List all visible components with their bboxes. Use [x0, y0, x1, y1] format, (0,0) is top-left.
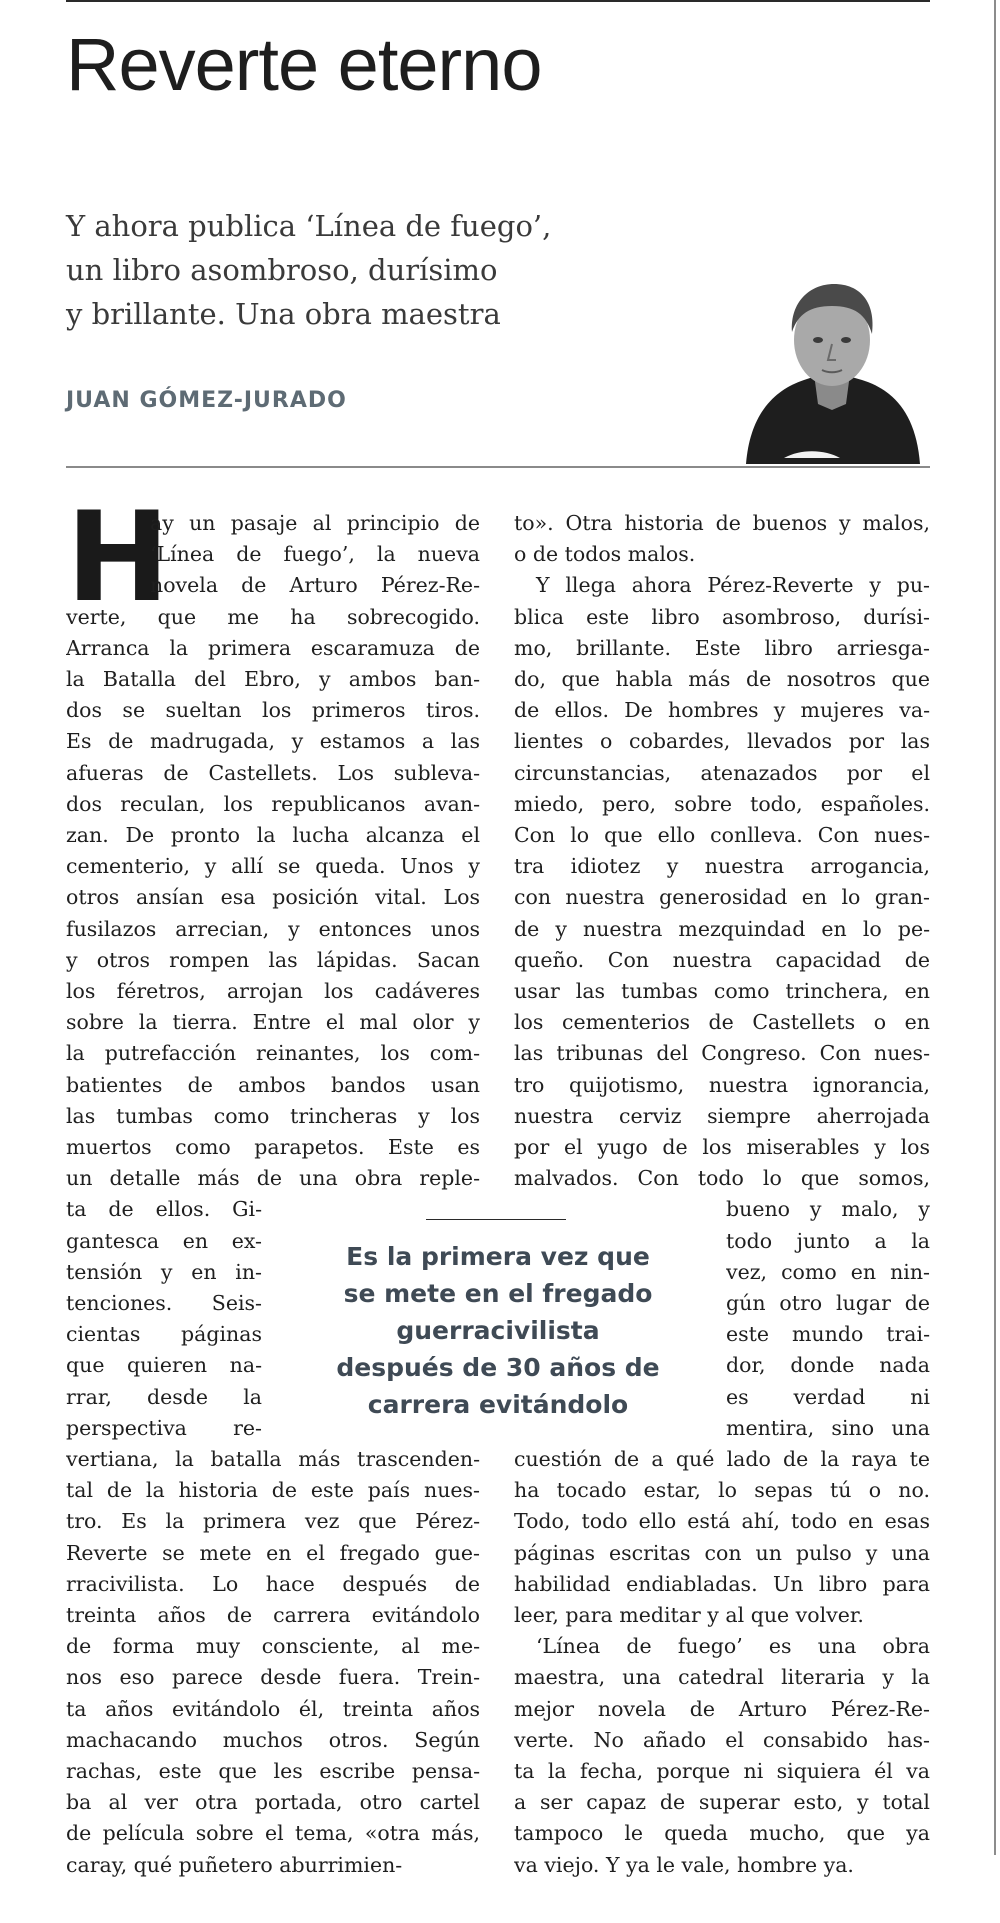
left-column-line: caray, qué puñetero aburrimien-	[66, 1852, 403, 1877]
pullquote-line: se mete en el fregado	[343, 1279, 653, 1308]
left-column-line: dos reculan, los republicanos avan-	[66, 791, 480, 816]
right-column-line: mo, brillante. Este libro arriesga-	[514, 635, 930, 660]
left-column-line: un detalle más de una obra reple-	[66, 1166, 480, 1191]
pullquote-line: Es la primera vez que	[346, 1242, 650, 1271]
left-column-line: perspectiva re-	[66, 1415, 262, 1440]
right-column-line: va viejo. Y ya le vale, hombre ya.	[514, 1852, 854, 1877]
left-column-line: y otros rompen las lápidas. Sacan	[66, 947, 480, 972]
right-column-line: cuestión de a qué lado de la raya te	[514, 1447, 930, 1471]
subtitle-line: Y ahora publica ‘Línea de fuego’,	[66, 209, 552, 243]
right-column-line: gún otro lugar de	[726, 1291, 930, 1315]
left-column-line: que quieren na-	[66, 1353, 262, 1378]
right-column-line: Con lo que ello conlleva. Con nues-	[514, 823, 930, 847]
right-column-line: Todo, todo ello está ahí, todo en esas	[514, 1509, 930, 1534]
right-column-line: Y llega ahora Pérez-Reverte y pu-	[536, 573, 930, 598]
right-column-line: lientes o cobardes, llevados por las	[514, 729, 930, 754]
right-column-line: leer, para meditar y al que volver.	[514, 1603, 864, 1627]
header-divider	[66, 466, 930, 468]
right-column-line: queño. Con nuestra capacidad de	[514, 947, 930, 972]
right-column-line: bueno y malo, y	[726, 1197, 930, 1222]
left-column-line: rachas, este que les escribe pensa-	[66, 1759, 480, 1783]
top-rule	[66, 0, 930, 2]
right-column-line: vez, como en nin-	[726, 1259, 930, 1284]
right-column-line: mentira, sino una	[726, 1415, 930, 1440]
left-column-line: la Batalla del Ebro, y ambos ban-	[66, 667, 480, 691]
left-column-line: fusilazos arrecian, y entonces unos	[66, 916, 480, 941]
page-edge-rule	[994, 0, 996, 1855]
right-column-line: los cementerios de Castellets o en	[514, 1010, 930, 1035]
left-column-line: de película sobre el tema, «otra más,	[66, 1821, 480, 1846]
left-column-line: machacando muchos otros. Según	[66, 1727, 480, 1752]
right-column-line: do, que habla más de nosotros que	[514, 667, 930, 691]
left-column-line: tal de la historia de este país nues-	[66, 1478, 480, 1503]
right-column-line: páginas escritas con un pulso y una	[514, 1540, 930, 1565]
right-column-line: de ellos. De hombres y mujeres va-	[514, 698, 930, 723]
left-column-line: cementerio, y allí se queda. Unos y	[66, 854, 480, 879]
right-column-line: tra idiotez y nuestra arrogancia,	[514, 854, 930, 879]
left-column-line: la putrefacción reinantes, los com-	[66, 1041, 480, 1066]
left-column-line: treinta años de carrera evitándolo	[66, 1603, 480, 1627]
right-column-line: de y nuestra mezquindad en lo pe-	[514, 916, 930, 941]
right-column-line: blica este libro asombroso, durísi-	[514, 604, 930, 629]
left-column-line: cientas páginas	[66, 1322, 262, 1347]
right-column-line: dor, donde nada	[726, 1353, 930, 1378]
left-column-line: ta años evitándolo él, treinta años	[66, 1696, 480, 1721]
pullquote	[302, 1238, 694, 1423]
right-column-line: a ser capaz de superar esto, y total	[514, 1790, 930, 1815]
right-column-line: por el yugo de los miserables y los	[514, 1135, 930, 1159]
right-column-line: habilidad endiabladas. Un libro para	[514, 1571, 930, 1596]
left-column-line: muertos como parapetos. Este es	[66, 1135, 480, 1159]
pullquote-line: carrera evitándolo	[367, 1390, 629, 1419]
right-column-line: malvados. Con todo lo que somos,	[514, 1166, 930, 1191]
drop-cap: H	[66, 486, 170, 630]
subtitle-line: un libro asombroso, durísimo	[66, 253, 498, 287]
left-column-line: vertiana, la batalla más trascenden-	[66, 1447, 480, 1471]
right-column-line: tro quijotismo, nuestra ignorancia,	[514, 1072, 930, 1097]
left-column-line: zan. De pronto la lucha alcanza el	[66, 823, 480, 847]
left-column-line: nos eso parece desde fuera. Trein-	[66, 1665, 480, 1690]
left-column-line: tensión y en in-	[66, 1259, 262, 1284]
left-column-line: las tumbas como trincheras y los	[66, 1103, 480, 1128]
left-column-line: los féretros, arrojan los cadáveres	[66, 979, 480, 1003]
author-byline: JUAN GÓMEZ-JURADO	[66, 388, 347, 413]
left-column-line: verte, que me ha sobrecogido.	[66, 604, 480, 629]
left-column-line: Es de madrugada, y estamos a las	[66, 729, 480, 754]
pullquote-line: después de 30 años de	[336, 1353, 660, 1382]
right-column-line: todo junto a la	[726, 1228, 930, 1253]
left-column-line: afueras de Castellets. Los subleva-	[66, 760, 480, 785]
left-column-line: sobre la tierra. Entre el mal olor y	[66, 1010, 480, 1035]
author-photo	[744, 278, 922, 464]
right-column-line: este mundo trai-	[726, 1322, 930, 1347]
right-column-line: verte. No añado el consabido has-	[514, 1727, 930, 1752]
left-column-line: ba al ver otra portada, otro cartel	[66, 1790, 480, 1815]
right-column-line: o de todos malos.	[514, 542, 696, 567]
left-column-line: gantesca en ex-	[66, 1228, 262, 1253]
pullquote-rule	[426, 1219, 566, 1220]
left-column-line: Reverte se mete en el fregado gue-	[66, 1540, 480, 1565]
right-column-line: las tribunas del Congreso. Con nues-	[514, 1041, 930, 1066]
left-column-line: ay un pasaje al principio de	[150, 511, 480, 535]
right-column-line: es verdad ni	[726, 1384, 930, 1409]
left-column-line: ‘Línea de fuego’, la nueva	[150, 542, 480, 567]
left-column-line: rracivilista. Lo hace después de	[66, 1571, 480, 1596]
left-column-line: de forma muy consciente, al me-	[66, 1634, 480, 1659]
left-column-line: tenciones. Seis-	[66, 1291, 262, 1315]
left-column-line: Arranca la primera escaramuza de	[66, 635, 480, 660]
right-column-line: ta la fecha, porque ni siquiera él va	[514, 1759, 930, 1783]
right-column-line: ha tocado estar, lo sepas tú o no.	[514, 1478, 930, 1503]
subtitle-line: y brillante. Una obra maestra	[66, 297, 501, 331]
left-column-line: rrar, desde la	[66, 1384, 262, 1409]
subtitle	[66, 204, 586, 336]
pullquote-line: guerracivilista	[396, 1316, 600, 1345]
right-column-line: maestra, una catedral literaria y la	[514, 1665, 930, 1690]
left-column-line: dos se sueltan los primeros tiros.	[66, 698, 480, 723]
left-column-line: ta de ellos. Gi-	[66, 1197, 262, 1222]
right-column-line: circunstancias, atenazados por el	[514, 760, 930, 785]
right-column-line: con nuestra generosidad en lo gran-	[514, 885, 930, 910]
right-column-line: tampoco le queda mucho, que ya	[514, 1821, 930, 1846]
right-column-line: miedo, pero, sobre todo, españoles.	[514, 791, 930, 816]
left-column-line: tro. Es la primera vez que Pérez-	[66, 1509, 480, 1534]
right-column-line: to». Otra historia de buenos y malos,	[514, 511, 930, 535]
left-column-line: novela de Arturo Pérez-Re-	[150, 573, 480, 598]
left-column-line: batientes de ambos bandos usan	[66, 1072, 480, 1097]
right-column-line: mejor novela de Arturo Pérez-Re-	[514, 1696, 930, 1721]
right-column-line: ‘Línea de fuego’ es una obra	[536, 1634, 930, 1659]
left-column-line: otros ansían esa posición vital. Los	[66, 885, 480, 910]
right-column-line: nuestra cerviz siempre aherrojada	[514, 1103, 930, 1128]
right-column-line: usar las tumbas como trinchera, en	[514, 979, 930, 1003]
headline: Reverte eterno	[66, 23, 542, 106]
